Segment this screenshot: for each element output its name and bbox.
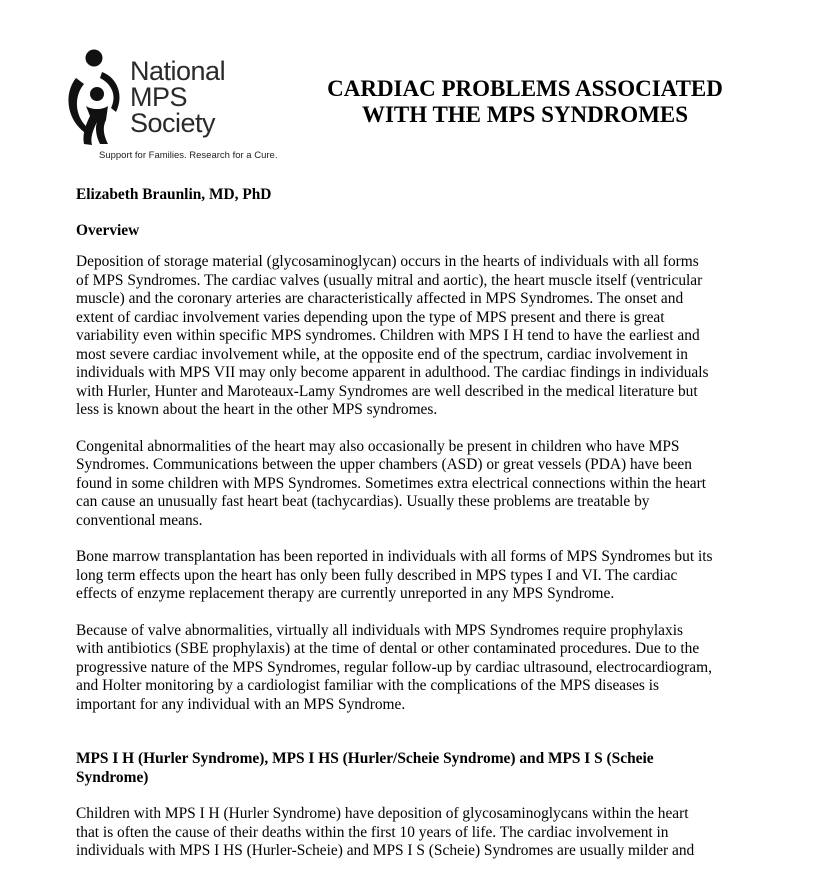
paragraph-4: [76, 622, 748, 715]
family-figure-logo-icon: [62, 48, 128, 148]
section-heading-mps-i: [76, 750, 748, 787]
text-line: long term effects upon the heart has only been fully described in MPS types I and VI. The cardiac: [76, 566, 678, 584]
text-line: that is often the cause of their deaths within the first 10 years of life. The cardiac involvement in: [76, 823, 669, 841]
logo-line-2: MPS: [130, 82, 188, 112]
text-line: less is known about the heart in the other MPS syndromes.: [76, 401, 438, 418]
text-line: Deposition of storage material (glycosaminoglycan) occurs in the hearts of individuals with all forms: [76, 253, 699, 270]
overview-heading: Overview: [76, 221, 140, 239]
text-line: most severe cardiac involvement while, at the opposite end of the spectrum, cardiac involvement in: [76, 345, 689, 363]
text-line: Congenital abnormalities of the heart may also occasionally be present in children who have MPS: [76, 437, 680, 455]
text-line: with antibiotics (SBE prophylaxis) at the time of dental or other contaminated procedures. Due to the: [76, 640, 700, 657]
text-line: muscle) and the coronary arteries are characteristically affected in MPS Syndromes. The onset and: [76, 290, 684, 307]
text-line: with Hurler, Hunter and Maroteaux-Lamy Syndromes are well described in the medical literature but: [76, 382, 698, 400]
text-line: individuals with MPS I HS (Hurler-Scheie) and MPS I S (Scheie) Syndromes are usually milder and: [76, 842, 695, 859]
heading-line: Syndrome): [76, 768, 149, 786]
text-line: extent of cardiac involvement varies depending upon the type of MPS present and there is great: [76, 308, 665, 326]
document-body: [76, 186, 748, 879]
author-name: Elizabeth Braunlin, MD, PhD: [76, 186, 272, 203]
paragraph-1: [76, 253, 748, 420]
text-line: effects of enzyme replacement therapy are currently unreported in any MPS Syndrome.: [76, 585, 615, 602]
text-line: variability even within specific MPS syndromes. Children with MPS I H tend to have the earliest and: [76, 327, 700, 344]
document-title: [300, 76, 750, 128]
heading-line: MPS I H (Hurler Syndrome), MPS I HS (Hurler/Scheie Syndrome) and MPS I S (Scheie: [76, 750, 654, 767]
logo-line-1: National: [130, 56, 226, 86]
text-line: can cause an unusually fast heart beat (tachycardias). Usually these problems are treatable by: [76, 493, 650, 510]
title-line-1: CARDIAC PROBLEMS ASSOCIATED: [327, 76, 723, 101]
text-line: individuals with MPS VII may only become apparent in adulthood. The cardiac findings in individuals: [76, 364, 709, 381]
paragraph-3: [76, 548, 748, 604]
text-line: and Holter monitoring by a cardiologist familiar with the complications of the MPS diseases is: [76, 677, 660, 694]
text-line: Because of valve abnormalities, virtually all individuals with MPS Syndromes require prophylaxis: [76, 621, 683, 639]
paragraph-2: [76, 438, 748, 531]
logo-line-3: Society: [130, 108, 216, 138]
text-line: important for any individual with an MPS Syndrome.: [76, 695, 406, 713]
logo-tagline: Support for Families. Research for a Cure.: [99, 150, 278, 161]
text-line: Bone marrow transplantation has been reported in individuals with all forms of MPS Syndromes but its: [76, 548, 713, 565]
section-paragraph: [76, 805, 748, 861]
title-line-2: WITH THE MPS SYNDROMES: [361, 102, 689, 127]
logo-wordmark: [130, 58, 225, 136]
text-line: Syndromes. Communications between the upper chambers (ASD) or great vessels (PDA) have been: [76, 456, 692, 473]
text-line: Children with MPS I H (Hurler Syndrome) have deposition of glycosaminoglycans within the heart: [76, 805, 689, 822]
text-line: progressive nature of the MPS Syndromes, regular follow-up by cardiac ultrasound, electrocardiogram,: [76, 658, 712, 676]
text-line: conventional means.: [76, 511, 203, 529]
text-line: of MPS Syndromes. The cardiac valves (usually mitral and aortic), the heart muscle itself (ventricular: [76, 271, 703, 289]
text-line: found in some children with MPS Syndromes. Sometimes extra electrical connections within the heart: [76, 474, 707, 492]
national-mps-society-logo: [62, 48, 312, 166]
